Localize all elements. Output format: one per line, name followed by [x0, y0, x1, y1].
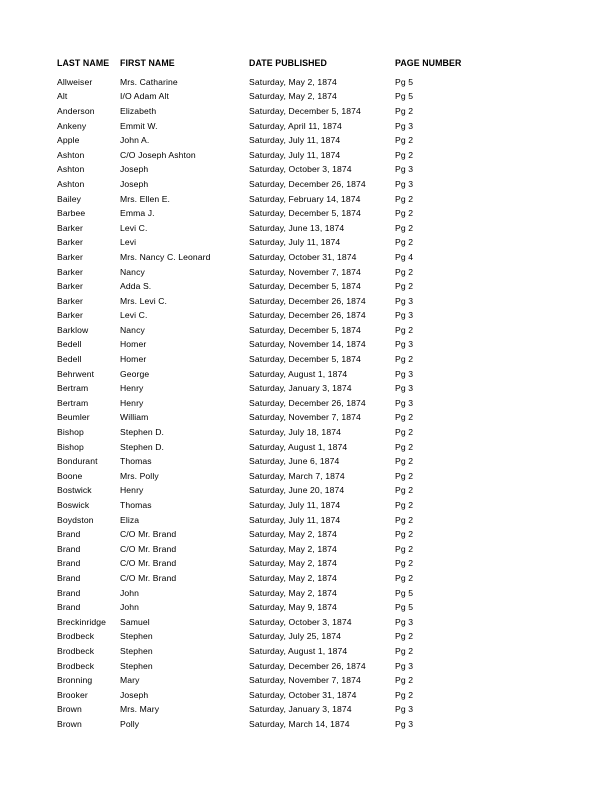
cell-page-number: Pg 3: [395, 383, 414, 394]
cell-first-name: C/O Joseph Ashton: [120, 149, 196, 160]
cell-date-published: Saturday, June 13, 1874: [249, 222, 345, 233]
cell-first-name: Mrs. Nancy C. Leonard: [120, 251, 211, 262]
table-row: [57, 673, 557, 688]
table-row: [57, 717, 557, 732]
cell-first-name: Elizabeth: [120, 105, 157, 116]
cell-last-name: Behrwent: [57, 368, 95, 379]
table-row: [57, 600, 557, 615]
table-body: [57, 75, 557, 732]
table-row: [57, 410, 557, 425]
table-row: [57, 235, 557, 250]
table-row: [57, 644, 557, 659]
cell-date-published: Saturday, December 5, 1874: [249, 105, 361, 116]
cell-first-name: Emma J.: [120, 208, 155, 219]
cell-page-number: Pg 2: [395, 354, 414, 365]
cell-date-published: Saturday, July 11, 1874: [249, 500, 341, 510]
table-row: [57, 440, 557, 455]
cell-page-number: Pg 3: [395, 178, 414, 189]
cell-date-published: Saturday, October 3, 1874: [249, 164, 352, 175]
cell-last-name: Boone: [57, 470, 83, 481]
cell-date-published: Saturday, March 7, 1874: [249, 470, 345, 481]
cell-first-name: Samuel: [120, 616, 150, 627]
cell-last-name: Bedell: [57, 354, 82, 365]
obituary-index-table: [57, 56, 557, 732]
cell-date-published: Saturday, July 11, 1874: [249, 149, 341, 160]
cell-page-number: Pg 2: [395, 427, 414, 438]
cell-first-name: C/O Mr. Brand: [120, 572, 177, 583]
cell-last-name: Brooker: [57, 689, 88, 700]
cell-date-published: Saturday, May 2, 1874: [249, 529, 337, 540]
cell-date-published: Saturday, November 7, 1874: [249, 266, 361, 277]
cell-first-name: C/O Mr. Brand: [120, 543, 177, 554]
column-header-date-published: DATE PUBLISHED: [249, 58, 327, 68]
cell-date-published: Saturday, May 2, 1874: [249, 558, 337, 569]
cell-last-name: Bishop: [57, 427, 84, 438]
cell-date-published: Saturday, July 25, 1874: [249, 631, 341, 642]
cell-date-published: Saturday, July 11, 1874: [249, 514, 341, 525]
table-row: [57, 498, 557, 513]
cell-last-name: Bostwick: [57, 485, 92, 496]
column-header-last-name: LAST NAME: [57, 58, 110, 68]
cell-first-name: Polly: [120, 718, 140, 729]
table-row: [57, 265, 557, 280]
cell-date-published: Saturday, May 9, 1874: [249, 602, 337, 613]
cell-first-name: Mary: [120, 675, 140, 686]
cell-date-published: Saturday, April 11, 1874: [249, 120, 342, 131]
cell-page-number: Pg 4: [395, 251, 414, 262]
cell-first-name: Henry: [120, 397, 144, 408]
table-row: [57, 119, 557, 134]
cell-page-number: Pg 2: [395, 412, 414, 423]
cell-first-name: Henry: [120, 383, 144, 394]
table-header: [57, 56, 557, 75]
table-row: [57, 308, 557, 323]
cell-first-name: Mrs. Polly: [120, 470, 159, 481]
table-row: [57, 586, 557, 601]
cell-last-name: Brodbeck: [57, 645, 95, 656]
cell-page-number: Pg 3: [395, 164, 414, 175]
table-row: [57, 396, 557, 411]
table-row: [57, 659, 557, 674]
cell-first-name: Nancy: [120, 324, 145, 335]
cell-page-number: Pg 3: [395, 120, 414, 131]
cell-page-number: Pg 2: [395, 456, 414, 467]
table-row: [57, 556, 557, 571]
cell-last-name: Bishop: [57, 441, 84, 452]
table-row: [57, 702, 557, 717]
cell-last-name: Bertram: [57, 397, 89, 408]
cell-date-published: Saturday, May 2, 1874: [249, 572, 337, 583]
cell-page-number: Pg 2: [395, 135, 414, 146]
cell-date-published: Saturday, August 1, 1874: [249, 645, 348, 656]
cell-first-name: Levi C.: [120, 310, 148, 321]
cell-last-name: Brand: [57, 602, 81, 613]
cell-first-name: Stephen: [120, 660, 153, 671]
table-row: [57, 527, 557, 542]
cell-last-name: Bertram: [57, 383, 89, 394]
cell-last-name: Bailey: [57, 193, 82, 204]
cell-first-name: Stephen D.: [120, 427, 164, 438]
cell-first-name: Mrs. Mary: [120, 704, 160, 715]
cell-date-published: Saturday, May 2, 1874: [249, 543, 337, 554]
cell-date-published: Saturday, February 14, 1874: [249, 193, 361, 204]
cell-page-number: Pg 3: [395, 310, 414, 321]
cell-last-name: Barker: [57, 266, 83, 277]
cell-page-number: Pg 2: [395, 441, 414, 452]
cell-page-number: Pg 2: [395, 193, 414, 204]
cell-date-published: Saturday, August 1, 1874: [249, 441, 348, 452]
table-row: [57, 104, 557, 119]
cell-date-published: Saturday, June 6, 1874: [249, 456, 340, 467]
table-row: [57, 615, 557, 630]
cell-last-name: Brand: [57, 529, 81, 540]
cell-page-number: Pg 2: [395, 266, 414, 277]
cell-first-name: I/O Adam Alt: [120, 91, 169, 102]
cell-last-name: Brown: [57, 704, 82, 715]
cell-date-published: Saturday, December 5, 1874: [249, 324, 361, 335]
cell-first-name: Thomas: [120, 456, 152, 467]
cell-first-name: John A.: [120, 135, 150, 146]
table-row: [57, 571, 557, 586]
cell-first-name: Levi: [120, 237, 137, 248]
cell-date-published: Saturday, January 3, 1874: [249, 704, 352, 715]
cell-first-name: C/O Mr. Brand: [120, 558, 177, 569]
table-row: [57, 221, 557, 236]
table-row: [57, 381, 557, 396]
cell-last-name: Barker: [57, 251, 83, 262]
cell-page-number: Pg 2: [395, 149, 414, 160]
cell-page-number: Pg 2: [395, 208, 414, 219]
cell-page-number: Pg 2: [395, 500, 414, 510]
cell-last-name: Ashton: [57, 149, 85, 160]
cell-date-published: Saturday, October 3, 1874: [249, 616, 352, 627]
cell-last-name: Brodbeck: [57, 660, 95, 671]
cell-date-published: Saturday, May 2, 1874: [249, 76, 337, 87]
cell-first-name: Mrs. Levi C.: [120, 295, 168, 306]
cell-date-published: Saturday, December 26, 1874: [249, 178, 366, 189]
cell-page-number: Pg 2: [395, 675, 414, 686]
column-header-first-name: FIRST NAME: [120, 58, 175, 68]
cell-last-name: Barklow: [57, 324, 89, 335]
cell-last-name: Barker: [57, 310, 83, 321]
cell-first-name: Stephen D.: [120, 441, 164, 452]
cell-page-number: Pg 3: [395, 718, 414, 729]
cell-date-published: Saturday, December 5, 1874: [249, 281, 361, 292]
cell-last-name: Boydston: [57, 514, 94, 525]
cell-page-number: Pg 3: [395, 339, 414, 350]
cell-page-number: Pg 2: [395, 543, 414, 554]
cell-page-number: Pg 2: [395, 514, 414, 525]
table-row: [57, 250, 557, 265]
cell-date-published: Saturday, July 18, 1874: [249, 427, 341, 438]
cell-page-number: Pg 3: [395, 368, 414, 379]
cell-page-number: Pg 2: [395, 105, 414, 116]
cell-last-name: Bronning: [57, 675, 93, 686]
table-row: [57, 192, 557, 207]
cell-page-number: Pg 3: [395, 295, 414, 306]
cell-page-number: Pg 3: [395, 704, 414, 715]
table-row: [57, 513, 557, 528]
cell-last-name: Barker: [57, 222, 83, 233]
cell-first-name: Stephen: [120, 645, 153, 656]
cell-first-name: John: [120, 602, 140, 613]
table-row: [57, 425, 557, 440]
cell-last-name: Bondurant: [57, 456, 98, 467]
cell-last-name: Alt: [57, 91, 68, 102]
table-row: [57, 367, 557, 382]
cell-page-number: Pg 5: [395, 602, 414, 613]
cell-page-number: Pg 2: [395, 237, 414, 248]
cell-last-name: Barbee: [57, 208, 86, 219]
cell-page-number: Pg 2: [395, 558, 414, 569]
cell-date-published: Saturday, November 14, 1874: [249, 339, 366, 350]
cell-date-published: Saturday, March 14, 1874: [249, 718, 350, 729]
table-row: [57, 75, 557, 90]
cell-date-published: Saturday, May 2, 1874: [249, 91, 337, 102]
table-row: [57, 162, 557, 177]
cell-page-number: Pg 2: [395, 645, 414, 656]
cell-first-name: Henry: [120, 485, 144, 496]
cell-first-name: Joseph: [120, 178, 149, 189]
cell-page-number: Pg 5: [395, 587, 414, 598]
cell-first-name: Joseph: [120, 689, 149, 700]
cell-date-published: Saturday, October 31, 1874: [249, 689, 357, 700]
cell-date-published: Saturday, January 3, 1874: [249, 383, 352, 394]
cell-date-published: Saturday, December 26, 1874: [249, 660, 366, 671]
cell-first-name: Joseph: [120, 164, 149, 175]
table-row: [57, 206, 557, 221]
cell-first-name: Levi C.: [120, 222, 148, 233]
cell-first-name: George: [120, 368, 150, 379]
cell-last-name: Allweiser: [57, 76, 93, 87]
cell-page-number: Pg 2: [395, 529, 414, 540]
cell-last-name: Ankeny: [57, 120, 87, 131]
cell-last-name: Beumler: [57, 412, 90, 423]
cell-page-number: Pg 2: [395, 222, 414, 233]
cell-last-name: Brand: [57, 572, 81, 583]
cell-page-number: Pg 2: [395, 572, 414, 583]
table-row: [57, 542, 557, 557]
cell-date-published: Saturday, August 1, 1874: [249, 368, 348, 379]
cell-page-number: Pg 2: [395, 689, 414, 700]
cell-first-name: C/O Mr. Brand: [120, 529, 177, 540]
cell-page-number: Pg 2: [395, 324, 414, 335]
cell-page-number: Pg 5: [395, 91, 414, 102]
cell-last-name: Brodbeck: [57, 631, 95, 642]
table-row: [57, 177, 557, 192]
cell-first-name: Emmit W.: [120, 120, 158, 131]
cell-page-number: Pg 2: [395, 281, 414, 292]
cell-first-name: John: [120, 587, 140, 598]
cell-first-name: Mrs. Ellen E.: [120, 193, 171, 204]
cell-first-name: Thomas: [120, 500, 152, 510]
table-row: [57, 629, 557, 644]
cell-last-name: Bedell: [57, 339, 82, 350]
cell-date-published: Saturday, December 26, 1874: [249, 397, 366, 408]
cell-date-published: Saturday, November 7, 1874: [249, 412, 361, 423]
table-header-row: [57, 56, 557, 75]
cell-first-name: Homer: [120, 354, 147, 365]
cell-first-name: Adda S.: [120, 281, 152, 292]
column-header-page-number: PAGE NUMBER: [395, 58, 462, 68]
cell-last-name: Barker: [57, 237, 83, 248]
table-row: [57, 483, 557, 498]
cell-last-name: Barker: [57, 281, 83, 292]
cell-date-published: Saturday, December 5, 1874: [249, 354, 361, 365]
cell-page-number: Pg 3: [395, 660, 414, 671]
cell-first-name: Nancy: [120, 266, 145, 277]
table-row: [57, 323, 557, 338]
cell-last-name: Anderson: [57, 105, 95, 116]
table-row: [57, 279, 557, 294]
table-row: [57, 294, 557, 309]
table-row: [57, 148, 557, 163]
cell-page-number: Pg 5: [395, 76, 414, 87]
table-row: [57, 688, 557, 703]
cell-date-published: Saturday, October 31, 1874: [249, 251, 357, 262]
cell-first-name: Stephen: [120, 631, 153, 642]
cell-first-name: Mrs. Catharine: [120, 76, 178, 87]
table-row: [57, 454, 557, 469]
cell-first-name: Homer: [120, 339, 147, 350]
cell-last-name: Ashton: [57, 178, 85, 189]
cell-last-name: Apple: [57, 135, 80, 146]
cell-date-published: Saturday, June 20, 1874: [249, 485, 345, 496]
table-row: [57, 352, 557, 367]
cell-page-number: Pg 2: [395, 631, 414, 642]
table-row: [57, 89, 557, 104]
table-row: [57, 133, 557, 148]
cell-first-name: William: [120, 412, 149, 423]
cell-last-name: Brand: [57, 558, 81, 569]
cell-page-number: Pg 2: [395, 470, 414, 481]
cell-last-name: Brand: [57, 543, 81, 554]
cell-date-published: Saturday, November 7, 1874: [249, 675, 361, 686]
cell-page-number: Pg 2: [395, 485, 414, 496]
cell-page-number: Pg 3: [395, 616, 414, 627]
table-row: [57, 469, 557, 484]
cell-last-name: Breckinridge: [57, 616, 106, 627]
cell-last-name: Brown: [57, 718, 82, 729]
cell-date-published: Saturday, May 2, 1874: [249, 587, 337, 598]
cell-last-name: Boswick: [57, 500, 90, 510]
cell-date-published: Saturday, December 26, 1874: [249, 295, 366, 306]
table-row: [57, 337, 557, 352]
cell-page-number: Pg 3: [395, 397, 414, 408]
cell-date-published: Saturday, December 26, 1874: [249, 310, 366, 321]
cell-last-name: Ashton: [57, 164, 85, 175]
cell-last-name: Brand: [57, 587, 81, 598]
cell-date-published: Saturday, December 5, 1874: [249, 208, 361, 219]
cell-date-published: Saturday, July 11, 1874: [249, 237, 341, 248]
cell-last-name: Barker: [57, 295, 83, 306]
cell-date-published: Saturday, July 11, 1874: [249, 135, 341, 146]
cell-first-name: Eliza: [120, 514, 140, 525]
